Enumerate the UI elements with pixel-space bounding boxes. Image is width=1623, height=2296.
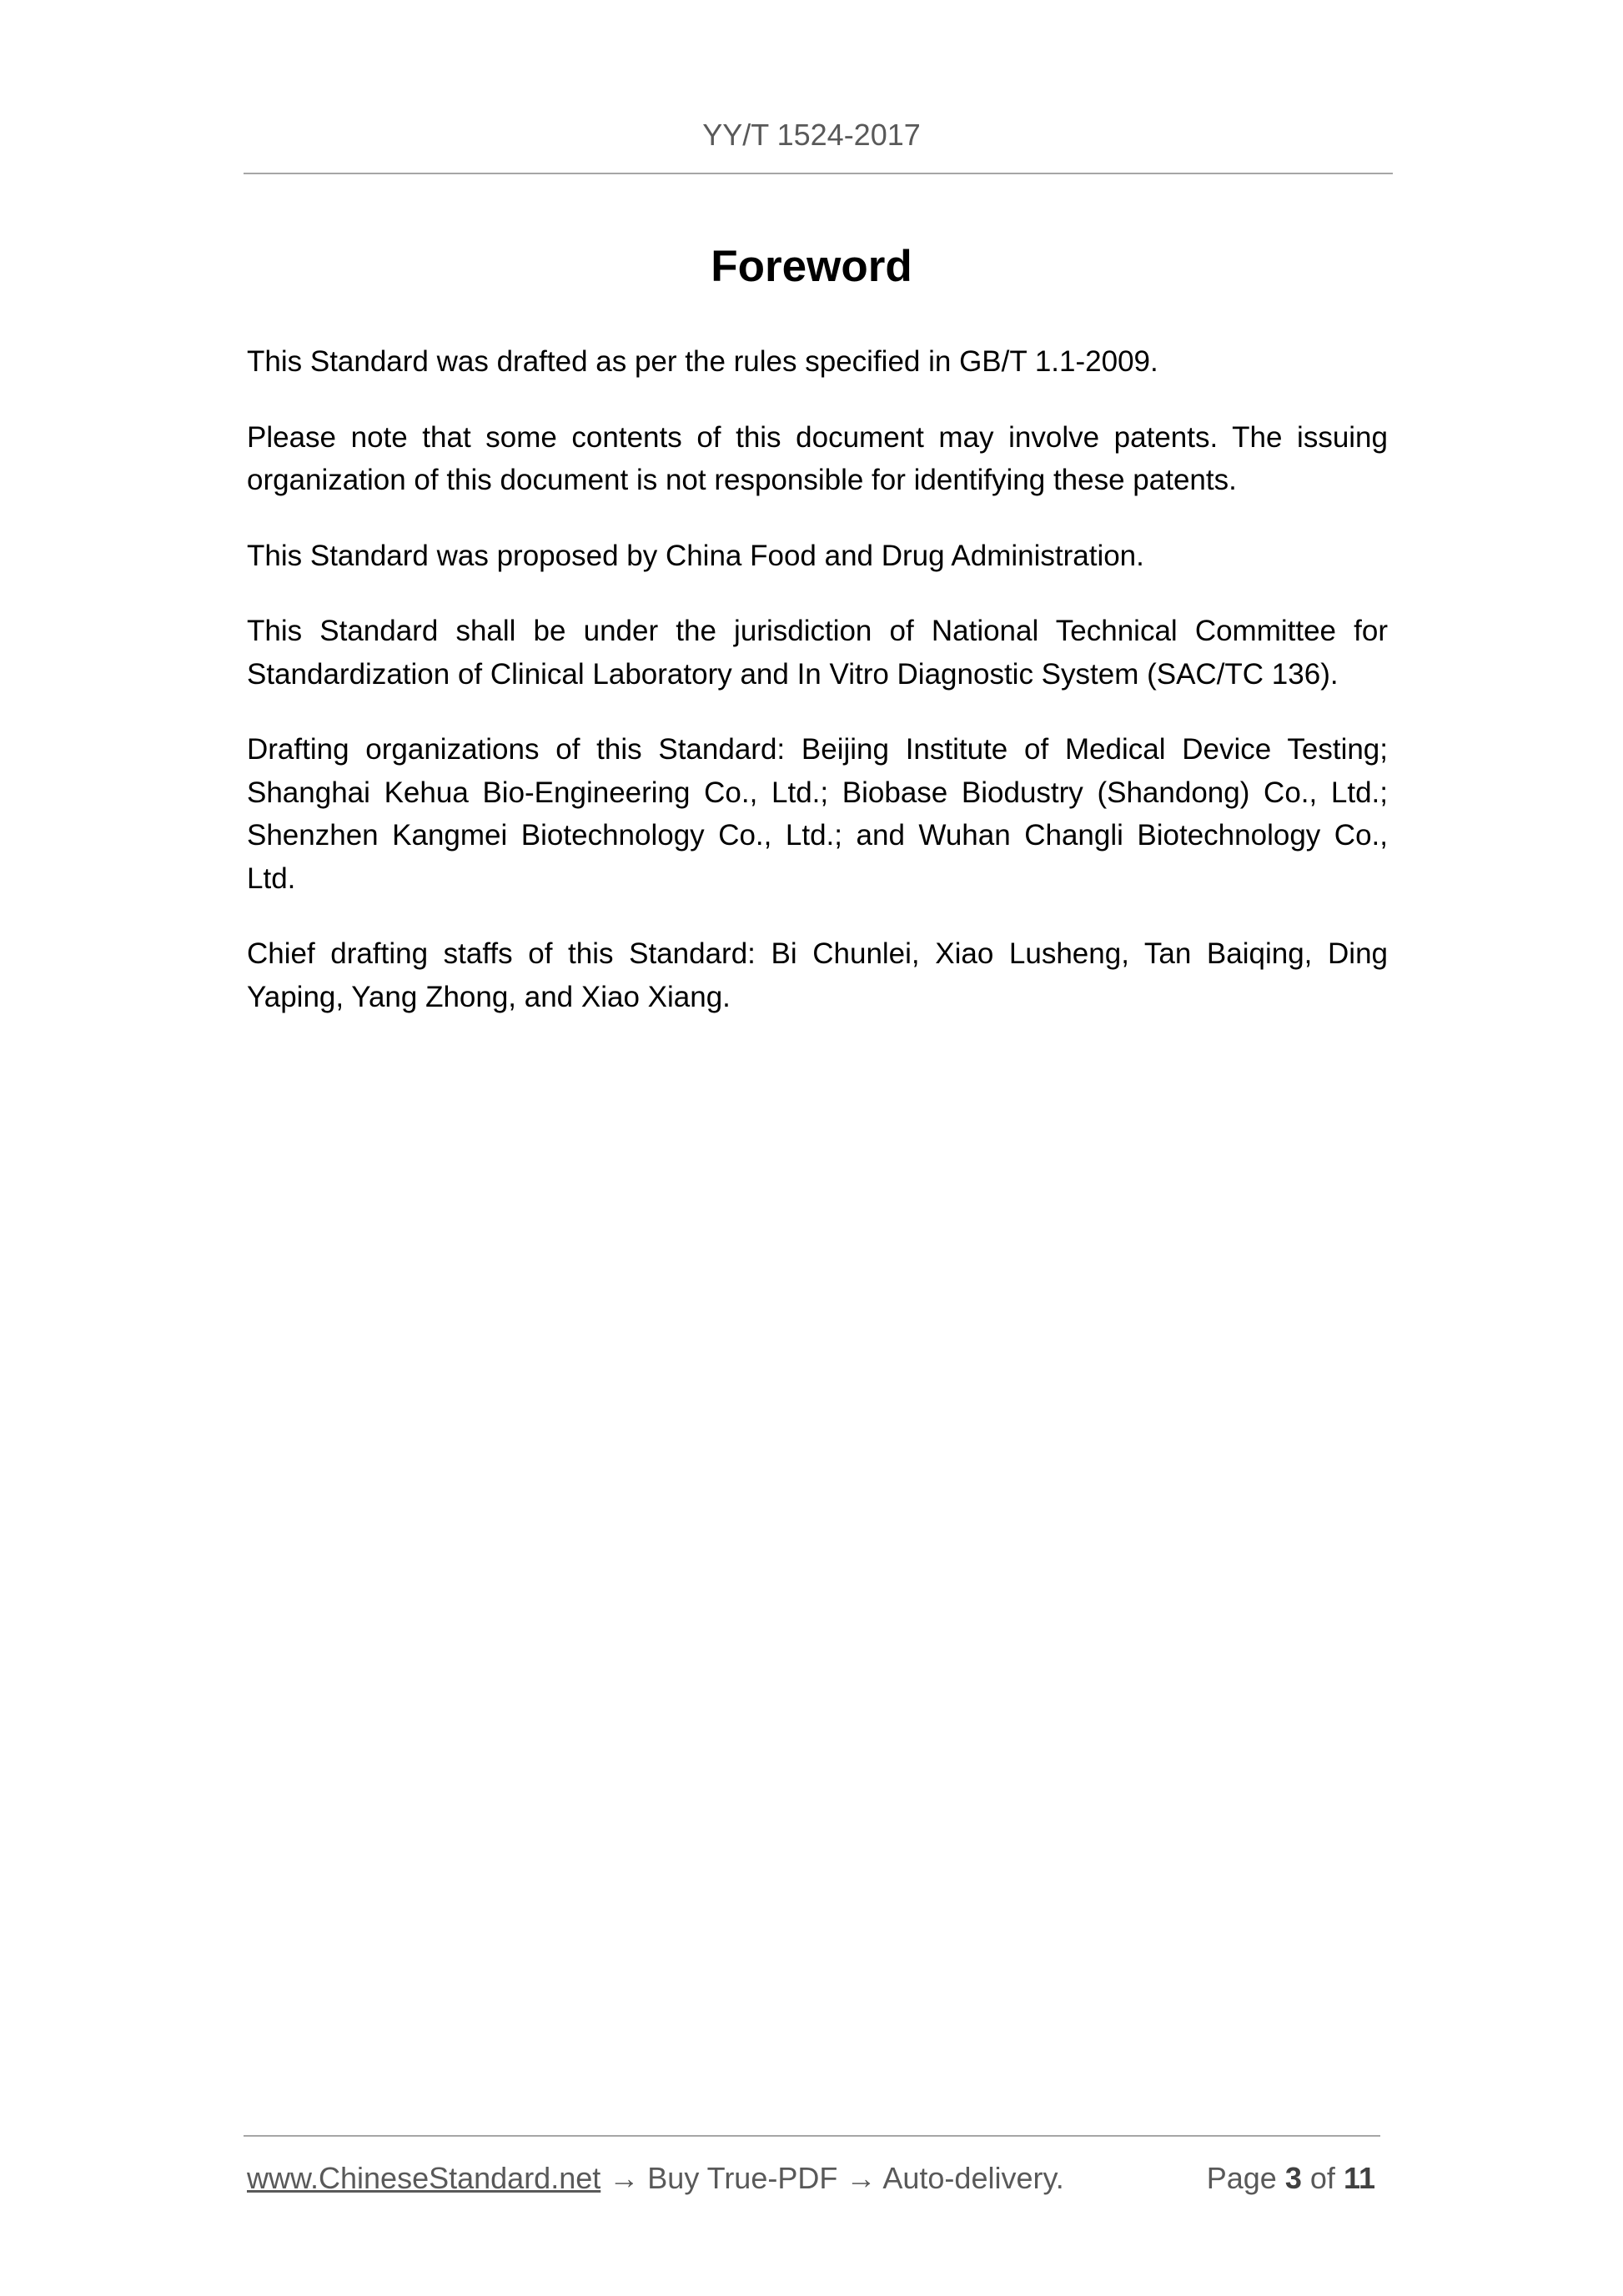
page-title: Foreword (711, 242, 912, 291)
auto-delivery-text: Auto-delivery. (882, 2161, 1064, 2195)
arrow-right-icon: → (609, 2161, 640, 2195)
paragraph-drafting-staffs: Chief drafting staffs of this Standard: Bi Chunlei, Xiao Lusheng, Tan Baiqing, Ding Yaping, Yang Zhong, and Xiao Xiang. (247, 937, 1388, 1013)
page-number (1207, 2158, 1375, 2198)
website-link[interactable]: www.ChineseStandard.net (247, 2161, 601, 2195)
page-of-label: of (1309, 2161, 1335, 2195)
page-label: Page (1206, 2161, 1277, 2195)
paragraph-proposed-by: This Standard was proposed by China Food and Drug Administration. (247, 539, 1144, 572)
paragraph-patents: Please note that some contents of this document may involve patents. The issuing organization of this document is not responsible for identifying these patents. (247, 420, 1388, 496)
page-current: 3 (1284, 2161, 1302, 2195)
footer-promo (247, 2158, 1064, 2198)
paragraph-jurisdiction: This Standard shall be under the jurisdiction of National Technical Committee for Standardization of Clinical Laboratory and In Vitro Diagnostic System (SAC/TC 136). (247, 615, 1388, 691)
page-total: 11 (1343, 2161, 1375, 2195)
foreword-body (247, 340, 1388, 1051)
buy-true-pdf-text: Buy True-PDF (647, 2161, 838, 2195)
paragraph-drafting-organizations: Drafting organizations of this Standard: Beijing Institute of Medical Device Testing; Shanghai Kehua Bio-Engineering Co., Ltd.; Biobase Biodustry (Shandong) Co., Ltd.; Shenzhen Kangmei Biotechnology Co., Ltd.; and Wuhan Changli Biotechnology Co., Ltd. (247, 733, 1388, 895)
paragraph-drafting-rules: This Standard was drafted as per the rules specified in GB/T 1.1-2009. (247, 345, 1158, 378)
footer-divider (244, 2135, 1380, 2137)
header-doc-code: YY/T 1524-2017 (702, 118, 921, 152)
header-divider (244, 173, 1393, 174)
arrow-right-icon: → (846, 2161, 877, 2195)
